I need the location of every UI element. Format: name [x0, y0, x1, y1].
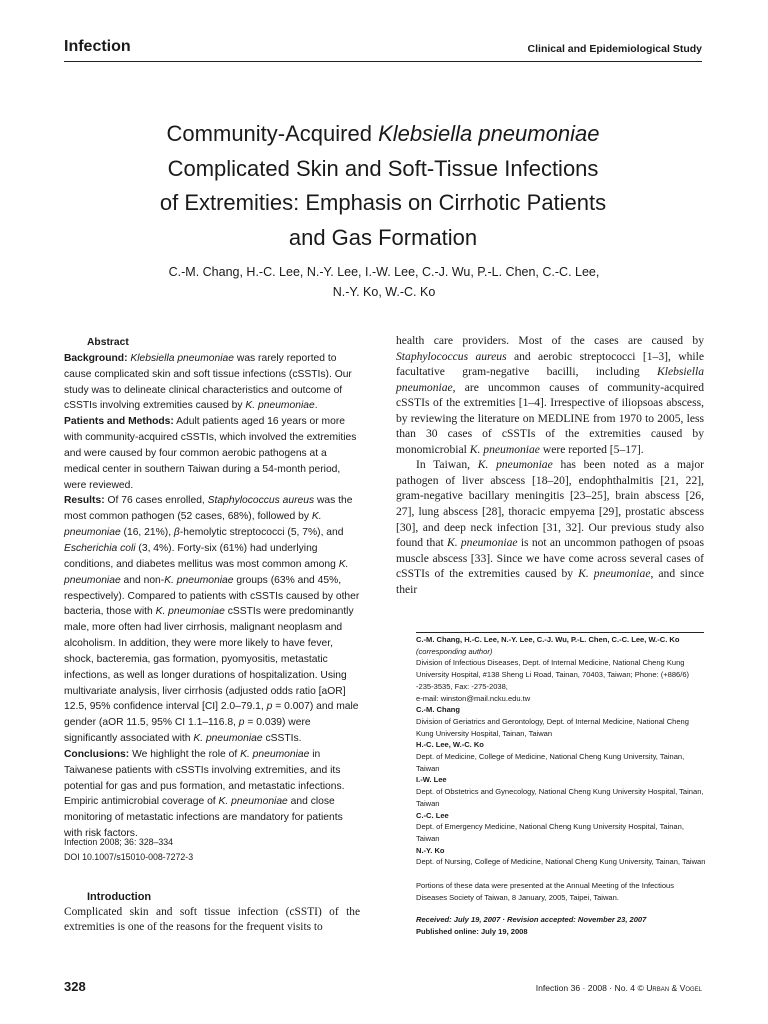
affiliations	[416, 634, 706, 868]
text-run: We highlight the role of	[129, 748, 241, 760]
title-line-2: Complicated Skin and Soft-Tissue Infections	[167, 155, 599, 181]
methods-label: Patients and Methods:	[64, 416, 174, 428]
italic-run: p	[238, 717, 245, 729]
journal-name: Infection	[64, 38, 131, 55]
italic-run: K. pneumoniae	[446, 536, 518, 550]
results-label: Results:	[64, 495, 105, 507]
abstract-methods	[64, 414, 360, 493]
text-run: and non-	[120, 574, 165, 586]
affiliation-authors	[416, 634, 706, 657]
italic-run: Staphylococcus aureus	[207, 495, 315, 507]
italic-run: K. pneumoniae	[193, 733, 263, 745]
text-run: has been noted as a major pathogen of liver abscess [18–20], endophthalmitis [21, 22], gram-negative bacillary meningitis [23–25], brain abscess [26, 27], lung abscess [28], thoracic empyema [29], prostatic abscess [30], and deep neck infection [31, 32]. Our previous study also found that	[396, 458, 704, 550]
title-line-4: and Gas Formation	[288, 224, 478, 250]
text-run: , and since their	[396, 567, 704, 596]
italic-run: K. pneumoniae	[155, 606, 225, 618]
text-run: was rarely reported to cause complicated skin and soft tissue infections (cSSTIs). Our study was to delineate clinical characteristics and outcome of cSSTIs involving extremities caused by	[64, 352, 352, 412]
affiliation-name: C.-M. Chang, H.-C. Lee, N.-Y. Lee, C.-J. Wu, P.-L. Chen, C.-C. Lee, W.-C. Ko	[416, 635, 680, 644]
authors-line-2: N.-Y. Ko, W.-C. Ko	[332, 284, 436, 299]
italic-run: p	[266, 701, 273, 713]
received-text: Received: July 19, 2007 · Revision accepted: November 23, 2007	[416, 915, 647, 924]
text-run: Adult patients aged 16 years or more with community-acquired cSSTIs, which involved the extremities and were caused by four common aerobic pathogens at a medical center in southern Taiwan during a 54-month period, were reviewed.	[64, 416, 357, 491]
affiliation-name: C.-C. Lee	[416, 810, 449, 820]
abstract-heading: Abstract	[87, 337, 129, 348]
affiliation-address: Dept. of Obstetrics and Gynecology, National Cheng Kung University Hospital, Tainan, Taiwan	[416, 787, 704, 808]
citation-info	[64, 835, 360, 865]
abstract-background	[64, 351, 360, 414]
abstract-results	[64, 493, 360, 747]
text-run: in Taiwanese patients with cSSTIs involving extremities, and its potential for gas and pus formation, and metastatic infections. Empiric antimicrobial coverage of	[64, 748, 345, 808]
text-run: Of 76 cases enrolled,	[104, 495, 208, 507]
affiliation-block	[416, 810, 706, 845]
corresponding-note: (corresponding author)	[416, 646, 493, 656]
introduction-text: Complicated skin and soft tissue infection (cSSTI) of the extremities is one of the reasons for the frequent visits to	[64, 906, 360, 934]
text-run: and aerobic streptococci [1–3], while facultative gram-negative bacilli, including	[396, 349, 704, 379]
author-list	[110, 263, 658, 302]
italic-run: K. pneumoniae	[218, 796, 288, 808]
affiliation-name: I.-W. Lee	[416, 775, 447, 785]
text-run: cSSTIs.	[262, 733, 302, 745]
italic-run: K. pneumoniae	[64, 558, 349, 586]
introduction-section	[64, 889, 360, 936]
background-label: Background:	[64, 352, 128, 364]
text-run: health care providers. Most of the cases are caused by	[396, 334, 704, 347]
body-text	[396, 333, 704, 597]
affiliation-name: C.-M. Chang	[416, 705, 461, 715]
affiliation-block	[416, 739, 706, 774]
title-organism: Klebsiella pneumoniae	[378, 121, 600, 146]
text-run: In Taiwan,	[416, 458, 478, 472]
affiliation-divider	[416, 632, 704, 633]
italic-run: K. pneumoniae	[164, 574, 234, 586]
body-paragraph	[396, 457, 704, 597]
affiliation-block	[416, 634, 706, 704]
text-run: = 0.039) were significantly associated with	[64, 717, 311, 745]
introduction-heading: Introduction	[87, 891, 152, 903]
affiliation-email: e-mail: winston@mail.ncku.edu.tw	[416, 693, 531, 703]
text-run: = 0.007) and male gender (aOR 11.5, 95% CI 1.1–116.8,	[64, 701, 359, 729]
text-run: , are uncommon causes of community-acquired cSSTIs of the extremities [1–4]. Irrespective of iliopsoas abscess, by reviewing the literature on MEDLINE from 1970 to 2005, less than 30 cases of cSSTIs of the extremities caused by monomicrobial	[396, 380, 704, 456]
text-run: and close monitoring of metastatic infections are mandatory for patients with risk factors.	[64, 796, 343, 840]
italic-run: Escherichia coli	[64, 542, 136, 554]
page-number: 328	[64, 979, 86, 994]
italic-run: K. pneumoniae	[64, 511, 322, 539]
affiliation-block	[416, 845, 706, 868]
text-run: is not an uncommon pathogen of psoas muscle abscess [33]. Since we have come across several cases of cSSTIs of the extremities caused by	[396, 536, 704, 581]
text-run: cSSTIs were predominantly male, more often had liver cirrhosis, malignant neoplasm and alcoholism. In addition, they were more likely to have fever, shock, bacteremia, gas formation, pyomyositis, metastatic infections, as well as longer durations of hospitalization. Using multivariate analysis, liver cirrhosis (adjusted odds ratio [aOR] 12.5, 95% confidence interval [CI] 2.0–79.1,	[64, 606, 354, 713]
italic-run: K. pneumoniae	[245, 400, 315, 412]
footer-issue: Infection 36 · 2008 · No. 4 ©	[535, 983, 647, 993]
italic-run: K. pneumoniae	[469, 442, 540, 456]
article-title	[64, 117, 702, 255]
abstract-conclusions	[64, 747, 360, 842]
text-run: groups (63% and 45%, respectively). Compared to patients with cSSTIs caused by other bacteria, those with	[64, 574, 360, 618]
title-line-3: of Extremities: Emphasis on Cirrhotic Patients	[159, 190, 607, 215]
abstract	[64, 335, 360, 842]
italic-run: Staphylococcus aureus	[396, 349, 507, 363]
italic-run: K. pneumoniae	[240, 748, 310, 760]
affiliation-block	[416, 774, 706, 809]
affiliation-address: Dept. of Nursing, College of Medicine, National Cheng Kung University, Tainan, Taiwan	[416, 857, 706, 867]
text-run: were reported [5–17].	[539, 442, 644, 456]
text-run: (16, 21%),	[120, 527, 174, 539]
article-type: Clinical and Epidemiological Study	[527, 43, 702, 55]
italic-run: Klebsiella pneumoniae	[130, 352, 235, 364]
footer-journal-info	[536, 983, 702, 993]
conclusions-label: Conclusions:	[64, 748, 130, 760]
title-line-1	[64, 117, 702, 152]
affiliation-address: Division of Infectious Diseases, Dept. of Internal Medicine, National Cheng Kung University Hospital, #138 Sheng Li Road, Tainan, 70403, Taiwan; Phone: (+886/6) -235-3535, Fax: -275-2038,	[416, 658, 690, 691]
affiliation-address: Dept. of Medicine, College of Medicine, National Cheng Kung University, Tainan, Taiwan	[416, 752, 685, 773]
body-paragraph	[396, 333, 704, 457]
text-run: (3, 4%). Forty-six (61%) had underlying conditions, and diabetes mellitus was most common among	[64, 542, 339, 570]
italic-run: β	[173, 527, 180, 539]
doi-line: DOI 10.1007/s15010-008-7272-3	[64, 852, 194, 862]
affiliation-block	[416, 704, 706, 739]
header-divider	[64, 61, 702, 62]
italic-run: K. pneumoniae	[477, 458, 553, 472]
citation-line: Infection 2008; 36: 328–334	[64, 837, 174, 847]
affiliation-name: N.-Y. Ko	[416, 845, 445, 855]
published-online-date: Published online: July 19, 2008	[416, 926, 528, 936]
affiliation-name: H.-C. Lee, W.-C. Ko	[416, 740, 484, 750]
article-dates	[416, 914, 706, 937]
title-text: Community-Acquired	[166, 121, 379, 146]
authors-line-1: C.-M. Chang, H.-C. Lee, N.-Y. Lee, I.-W. Lee, C.-J. Wu, P.-L. Chen, C.-C. Lee,	[168, 265, 600, 279]
presentation-note: Portions of these data were presented at the Annual Meeting of the Infectious Diseases Society of Taiwan, 8 January, 2005, Taipei, Taiwan.	[416, 881, 675, 902]
affiliation-address: Dept. of Emergency Medicine, National Cheng Kung University Hospital, Tainan, Taiwan	[416, 822, 684, 843]
text-run: .	[314, 400, 318, 412]
italic-run: Klebsiella pneumoniae	[396, 365, 704, 394]
text-run: was the most common pathogen (52 cases, 68%), followed by	[64, 495, 353, 523]
italic-run: K. pneumoniae	[578, 567, 651, 581]
text-run: -hemolytic streptococci (5, 7%), and	[179, 527, 344, 539]
affiliation-address: Division of Geriatrics and Gerontology, Dept. of Internal Medicine, National Cheng Kung University Hospital, Tainan, Taiwan	[416, 716, 689, 738]
footer-publisher: Urban & Vogel	[646, 983, 702, 993]
received-date	[416, 914, 706, 926]
